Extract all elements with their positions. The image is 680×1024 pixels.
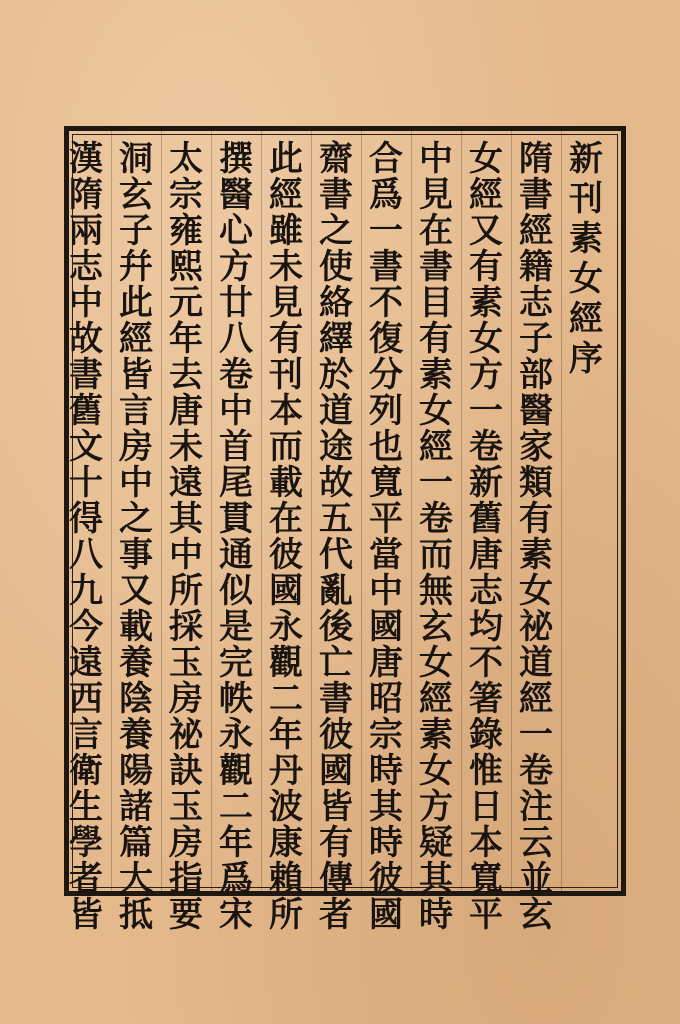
character: 女 <box>469 139 503 179</box>
character: 當 <box>369 535 403 575</box>
character: 唐 <box>169 391 203 431</box>
character: 平 <box>469 895 503 935</box>
character: 心 <box>219 211 253 251</box>
character: 宗 <box>169 175 203 215</box>
character: 途 <box>319 427 353 467</box>
character: 尾 <box>219 463 253 503</box>
character: 書 <box>369 247 403 287</box>
character: 年 <box>219 823 253 863</box>
character: 也 <box>369 427 403 467</box>
character: 房 <box>119 427 153 467</box>
character: 永 <box>219 715 253 755</box>
character: 有 <box>269 319 303 359</box>
character: 無 <box>419 571 453 611</box>
title-column <box>565 141 607 889</box>
character: 漢 <box>69 139 103 179</box>
character: 康 <box>269 823 303 863</box>
character: 又 <box>119 571 153 611</box>
character: 道 <box>319 391 353 431</box>
character: 唐 <box>469 535 503 575</box>
character: 彼 <box>269 535 303 575</box>
character: 傳 <box>319 859 353 899</box>
character: 爲 <box>369 175 403 215</box>
character: 經 <box>519 211 553 251</box>
character: 時 <box>369 823 403 863</box>
character: 陰 <box>119 679 153 719</box>
character: 八 <box>69 535 103 575</box>
character: 陽 <box>119 751 153 791</box>
character: 女 <box>469 319 503 359</box>
column-rule <box>311 131 312 893</box>
character: 九 <box>69 571 103 611</box>
character: 祕 <box>519 607 553 647</box>
character: 經 <box>269 175 303 215</box>
character: 皆 <box>319 787 353 827</box>
character: 而 <box>269 427 303 467</box>
character: 隋 <box>519 139 553 179</box>
character: 代 <box>319 535 353 575</box>
character: 中 <box>419 139 453 179</box>
character: 道 <box>519 643 553 683</box>
character: 昭 <box>369 679 403 719</box>
character: 載 <box>119 607 153 647</box>
character: 言 <box>119 391 153 431</box>
character: 並 <box>519 859 553 899</box>
character: 箸 <box>469 679 503 719</box>
text-column <box>215 139 257 935</box>
character: 年 <box>269 715 303 755</box>
character: 新 <box>469 463 503 503</box>
character: 丹 <box>269 751 303 791</box>
character: 中 <box>119 463 153 503</box>
character: 指 <box>169 859 203 899</box>
character: 本 <box>269 391 303 431</box>
character: 女 <box>519 571 553 611</box>
character: 國 <box>319 751 353 791</box>
character: 使 <box>319 247 353 287</box>
character: 經 <box>469 175 503 215</box>
column-rule <box>411 131 412 893</box>
character: 書 <box>319 679 353 719</box>
character: 而 <box>419 535 453 575</box>
character: 雍 <box>169 211 203 251</box>
character: 醫 <box>219 175 253 215</box>
column-rule <box>211 131 212 893</box>
character: 貫 <box>219 499 253 539</box>
character: 玄 <box>419 607 453 647</box>
character: 養 <box>119 715 153 755</box>
column-rule <box>361 131 362 893</box>
character: 籍 <box>519 247 553 287</box>
character: 之 <box>119 499 153 539</box>
character: 本 <box>469 823 503 863</box>
character: 養 <box>119 643 153 683</box>
character: 刊 <box>269 355 303 395</box>
text-column <box>65 139 107 935</box>
character: 中 <box>69 283 103 323</box>
character: 玉 <box>169 787 203 827</box>
character: 在 <box>269 499 303 539</box>
character: 通 <box>219 535 253 575</box>
character: 經 <box>569 299 603 339</box>
column-rule <box>161 131 162 893</box>
character: 其 <box>369 787 403 827</box>
character: 是 <box>219 607 253 647</box>
character: 帙 <box>219 679 253 719</box>
character: 房 <box>169 679 203 719</box>
character: 所 <box>169 571 203 611</box>
character: 唐 <box>369 643 403 683</box>
text-column <box>465 139 507 935</box>
character: 卷 <box>519 751 553 791</box>
character: 皆 <box>69 895 103 935</box>
character: 錄 <box>469 715 503 755</box>
character: 幷 <box>119 247 153 287</box>
character: 醫 <box>519 391 553 431</box>
character: 目 <box>419 283 453 323</box>
character: 卷 <box>469 427 503 467</box>
character: 事 <box>119 535 153 575</box>
character: 賴 <box>269 859 303 899</box>
character: 隋 <box>69 175 103 215</box>
character: 載 <box>269 463 303 503</box>
character: 國 <box>369 895 403 935</box>
character: 者 <box>69 859 103 899</box>
character: 玄 <box>119 175 153 215</box>
character: 抵 <box>119 895 153 935</box>
character: 二 <box>219 787 253 827</box>
column-rule <box>511 131 512 893</box>
character: 採 <box>169 607 203 647</box>
character: 兩 <box>69 211 103 251</box>
character: 女 <box>419 391 453 431</box>
character: 時 <box>369 751 403 791</box>
column-rule <box>561 131 562 893</box>
character: 書 <box>519 175 553 215</box>
character: 今 <box>69 607 103 647</box>
text-column <box>515 139 557 935</box>
character: 撰 <box>219 139 253 179</box>
character: 去 <box>169 355 203 395</box>
text-column <box>115 139 157 935</box>
column-rule <box>111 131 112 893</box>
character: 一 <box>519 715 553 755</box>
character: 要 <box>169 895 203 935</box>
character: 爲 <box>219 859 253 899</box>
character: 之 <box>319 211 353 251</box>
character: 書 <box>69 355 103 395</box>
character: 言 <box>69 715 103 755</box>
character: 日 <box>469 787 503 827</box>
character: 二 <box>269 679 303 719</box>
character: 絡 <box>319 283 353 323</box>
character: 分 <box>369 355 403 395</box>
character: 寬 <box>469 859 503 899</box>
character: 有 <box>419 319 453 359</box>
character: 序 <box>569 339 603 379</box>
character: 有 <box>519 499 553 539</box>
character: 舊 <box>469 499 503 539</box>
character: 列 <box>369 391 403 431</box>
character: 八 <box>219 319 253 359</box>
character: 未 <box>269 247 303 287</box>
character: 一 <box>469 391 503 431</box>
character: 得 <box>69 499 103 539</box>
character: 大 <box>119 859 153 899</box>
character: 時 <box>419 895 453 935</box>
text-column <box>365 139 407 935</box>
character: 又 <box>469 211 503 251</box>
character: 諸 <box>119 787 153 827</box>
character: 房 <box>169 823 203 863</box>
character: 惟 <box>469 751 503 791</box>
character: 見 <box>419 175 453 215</box>
character: 素 <box>569 219 603 259</box>
character: 年 <box>169 319 203 359</box>
character: 平 <box>369 499 403 539</box>
character: 經 <box>519 679 553 719</box>
character: 子 <box>519 319 553 359</box>
character: 子 <box>119 211 153 251</box>
character: 波 <box>269 787 303 827</box>
character: 新 <box>569 139 603 179</box>
text-column <box>415 139 457 935</box>
character: 素 <box>419 715 453 755</box>
character: 亂 <box>319 571 353 611</box>
character: 女 <box>419 643 453 683</box>
character: 經 <box>119 319 153 359</box>
character: 訣 <box>169 751 203 791</box>
character: 彼 <box>319 715 353 755</box>
character: 此 <box>119 283 153 323</box>
character: 在 <box>419 211 453 251</box>
character: 中 <box>169 535 203 575</box>
character: 卷 <box>419 499 453 539</box>
character: 其 <box>419 859 453 899</box>
character: 素 <box>419 355 453 395</box>
character: 部 <box>519 355 553 395</box>
character: 學 <box>69 823 103 863</box>
character: 方 <box>419 787 453 827</box>
character: 首 <box>219 427 253 467</box>
character: 志 <box>469 571 503 611</box>
character: 書 <box>319 175 353 215</box>
character: 家 <box>519 427 553 467</box>
character: 生 <box>69 787 103 827</box>
character: 一 <box>369 211 403 251</box>
character: 類 <box>519 463 553 503</box>
character: 故 <box>319 463 353 503</box>
character: 經 <box>419 679 453 719</box>
character: 中 <box>369 571 403 611</box>
character: 似 <box>219 571 253 611</box>
character: 遠 <box>69 643 103 683</box>
character: 書 <box>419 247 453 287</box>
character: 舊 <box>69 391 103 431</box>
character: 寬 <box>369 463 403 503</box>
character: 玄 <box>519 895 553 935</box>
character: 一 <box>419 463 453 503</box>
character: 後 <box>319 607 353 647</box>
character: 西 <box>69 679 103 719</box>
character: 永 <box>269 607 303 647</box>
column-rule <box>461 131 462 893</box>
text-frame <box>64 126 626 935</box>
character: 素 <box>519 535 553 575</box>
character: 未 <box>169 427 203 467</box>
character: 熙 <box>169 247 203 287</box>
character: 方 <box>469 355 503 395</box>
character: 合 <box>369 139 403 179</box>
character: 玉 <box>169 643 203 683</box>
character: 經 <box>419 427 453 467</box>
character: 復 <box>369 319 403 359</box>
character: 刊 <box>569 179 603 219</box>
character: 女 <box>419 751 453 791</box>
character: 見 <box>269 283 303 323</box>
text-column <box>265 139 307 935</box>
character: 太 <box>169 139 203 179</box>
character: 不 <box>469 643 503 683</box>
character: 觀 <box>219 751 253 791</box>
character: 十 <box>69 463 103 503</box>
character: 國 <box>269 571 303 611</box>
text-column <box>315 139 357 935</box>
character: 宗 <box>369 715 403 755</box>
character: 祕 <box>169 715 203 755</box>
character: 皆 <box>119 355 153 395</box>
character: 志 <box>519 283 553 323</box>
character: 五 <box>319 499 353 539</box>
character: 繹 <box>319 319 353 359</box>
character: 女 <box>569 259 603 299</box>
character: 元 <box>169 283 203 323</box>
character: 宋 <box>219 895 253 935</box>
character: 有 <box>469 247 503 287</box>
character: 廿 <box>219 283 253 323</box>
character: 者 <box>319 895 353 935</box>
character: 志 <box>69 247 103 287</box>
character: 衛 <box>69 751 103 791</box>
character: 素 <box>469 283 503 323</box>
character: 故 <box>69 319 103 359</box>
character: 彼 <box>369 859 403 899</box>
character: 遠 <box>169 463 203 503</box>
text-column <box>165 139 207 935</box>
character: 有 <box>319 823 353 863</box>
character: 卷 <box>219 355 253 395</box>
character: 中 <box>219 391 253 431</box>
character: 方 <box>219 247 253 287</box>
character: 齋 <box>319 139 353 179</box>
character: 雖 <box>269 211 303 251</box>
character: 疑 <box>419 823 453 863</box>
character: 注 <box>519 787 553 827</box>
character: 均 <box>469 607 503 647</box>
character: 云 <box>519 823 553 863</box>
character: 亡 <box>319 643 353 683</box>
character: 洞 <box>119 139 153 179</box>
character: 觀 <box>269 643 303 683</box>
character: 國 <box>369 607 403 647</box>
character: 不 <box>369 283 403 323</box>
character: 篇 <box>119 823 153 863</box>
character: 完 <box>219 643 253 683</box>
character: 其 <box>169 499 203 539</box>
column-rule <box>261 131 262 893</box>
character: 文 <box>69 427 103 467</box>
character: 此 <box>269 139 303 179</box>
character: 所 <box>269 895 303 935</box>
character: 於 <box>319 355 353 395</box>
